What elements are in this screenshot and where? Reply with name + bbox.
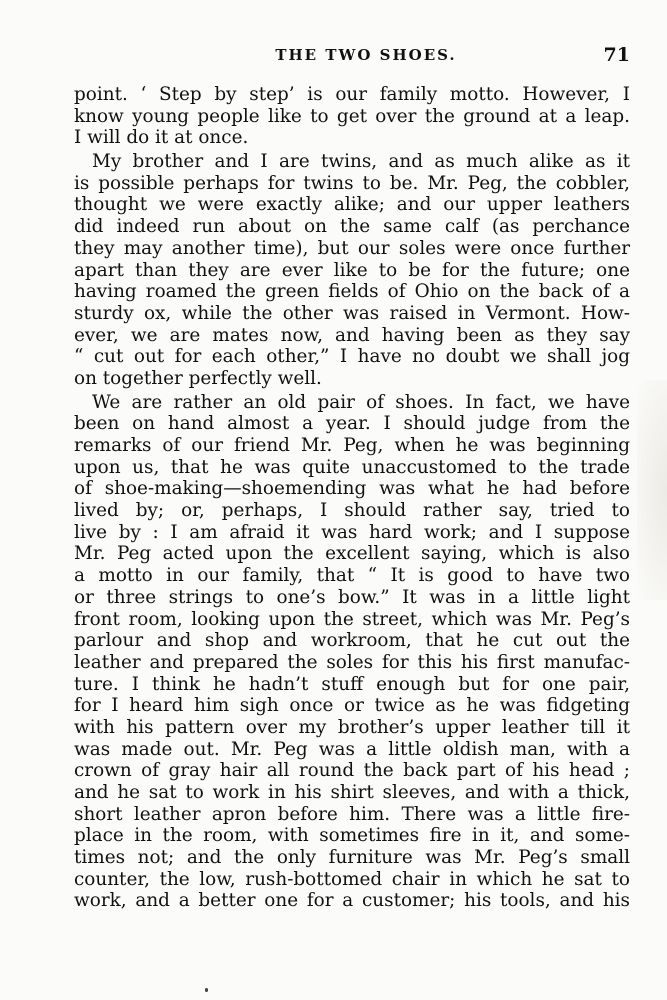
text-line: thought we were exactly alike; and our upper leathers [74, 194, 630, 216]
text-line: lived by; or, perhaps, I should rather say, tried to [74, 500, 630, 522]
text-line: short leather apron before him. There was a little fire- [74, 803, 630, 825]
text-line: was made out. Mr. Peg was a little oldish man, with a [74, 738, 630, 760]
chapter-title: THE TWO SHOES. [275, 46, 457, 64]
text-line: or three strings to one’s bow.” It was in a little light [74, 586, 630, 608]
text-line: work, and a better one for a customer; his tools, and his [74, 890, 630, 912]
text-line: leather and prepared the soles for this his first manufac- [74, 651, 630, 673]
text-line: crown of gray hair all round the back part of his head ; [74, 760, 630, 782]
text-line: for I heard him sigh once or twice as he was fidgeting [74, 695, 630, 717]
running-head [74, 46, 630, 76]
text-line: sturdy ox, while the other was raised in Vermont. How- [74, 302, 630, 324]
text-line: I will do it at once. [74, 127, 249, 149]
text-line: parlour and shop and workroom, that he cut out the [74, 630, 630, 652]
text-line: apart than they are ever like to be for the future; one [74, 259, 630, 281]
text-line: ever, we are mates now, and having been as they say [74, 324, 630, 346]
text-line: and he sat to work in his shirt sleeves, and with a thick, [74, 782, 630, 803]
text-line: did indeed run about on the same calf (as perchance [74, 216, 630, 238]
text-line: point. ‘ Step by step’ is our family motto. However, I [74, 84, 630, 105]
text-line: My brother and I are twins, and as much alike as it [92, 151, 630, 173]
text-line: front room, looking upon the street, which was Mr. Peg’s [74, 608, 630, 630]
text-line: of shoe-making—shoemending was what he had before [74, 478, 630, 500]
text-line: Mr. Peg acted upon the excellent saying, which is also [74, 543, 630, 565]
text-line: having roamed the green fields of Ohio on the back of a [74, 281, 630, 303]
text-line: times not; and the only furniture was Mr. Peg’s small [74, 847, 630, 869]
body-text [74, 84, 630, 912]
paper-stain [637, 380, 667, 600]
text-line: We are rather an old pair of shoes. In fact, we have [92, 391, 630, 413]
text-line: upon us, that he was quite unaccustomed to the trade [74, 456, 630, 478]
page-number: 71 [603, 44, 630, 66]
text-line: on together perfectly well. [74, 367, 322, 389]
text-line: they may another time), but our soles were once further [74, 237, 630, 259]
text-line: with his pattern over my brother’s upper leather till it [74, 716, 630, 738]
text-line: been on hand almost a year. I should judge from the [74, 413, 630, 435]
ink-speck [205, 988, 208, 992]
text-line: ture. I think he hadn’t stuff enough but for one pair, [74, 673, 630, 695]
text-line: a motto in our family, that “ It is good to have two [74, 565, 630, 587]
text-line: is possible perhaps for twins to be. Mr. Peg, the cobbler, [74, 172, 630, 194]
text-line: remarks of our friend Mr. Peg, when he was beginning [74, 435, 630, 456]
text-line: know young people like to get over the ground at a leap. [74, 105, 630, 127]
text-line: place in the room, with sometimes fire in it, and some- [74, 825, 630, 847]
text-line: “ cut out for each other,” I have no doubt we shall jog [74, 346, 630, 368]
text-line: live by : I am afraid it was hard work; and I suppose [74, 521, 630, 543]
text-line: counter, the low, rush-bottomed chair in which he sat to [74, 868, 630, 890]
